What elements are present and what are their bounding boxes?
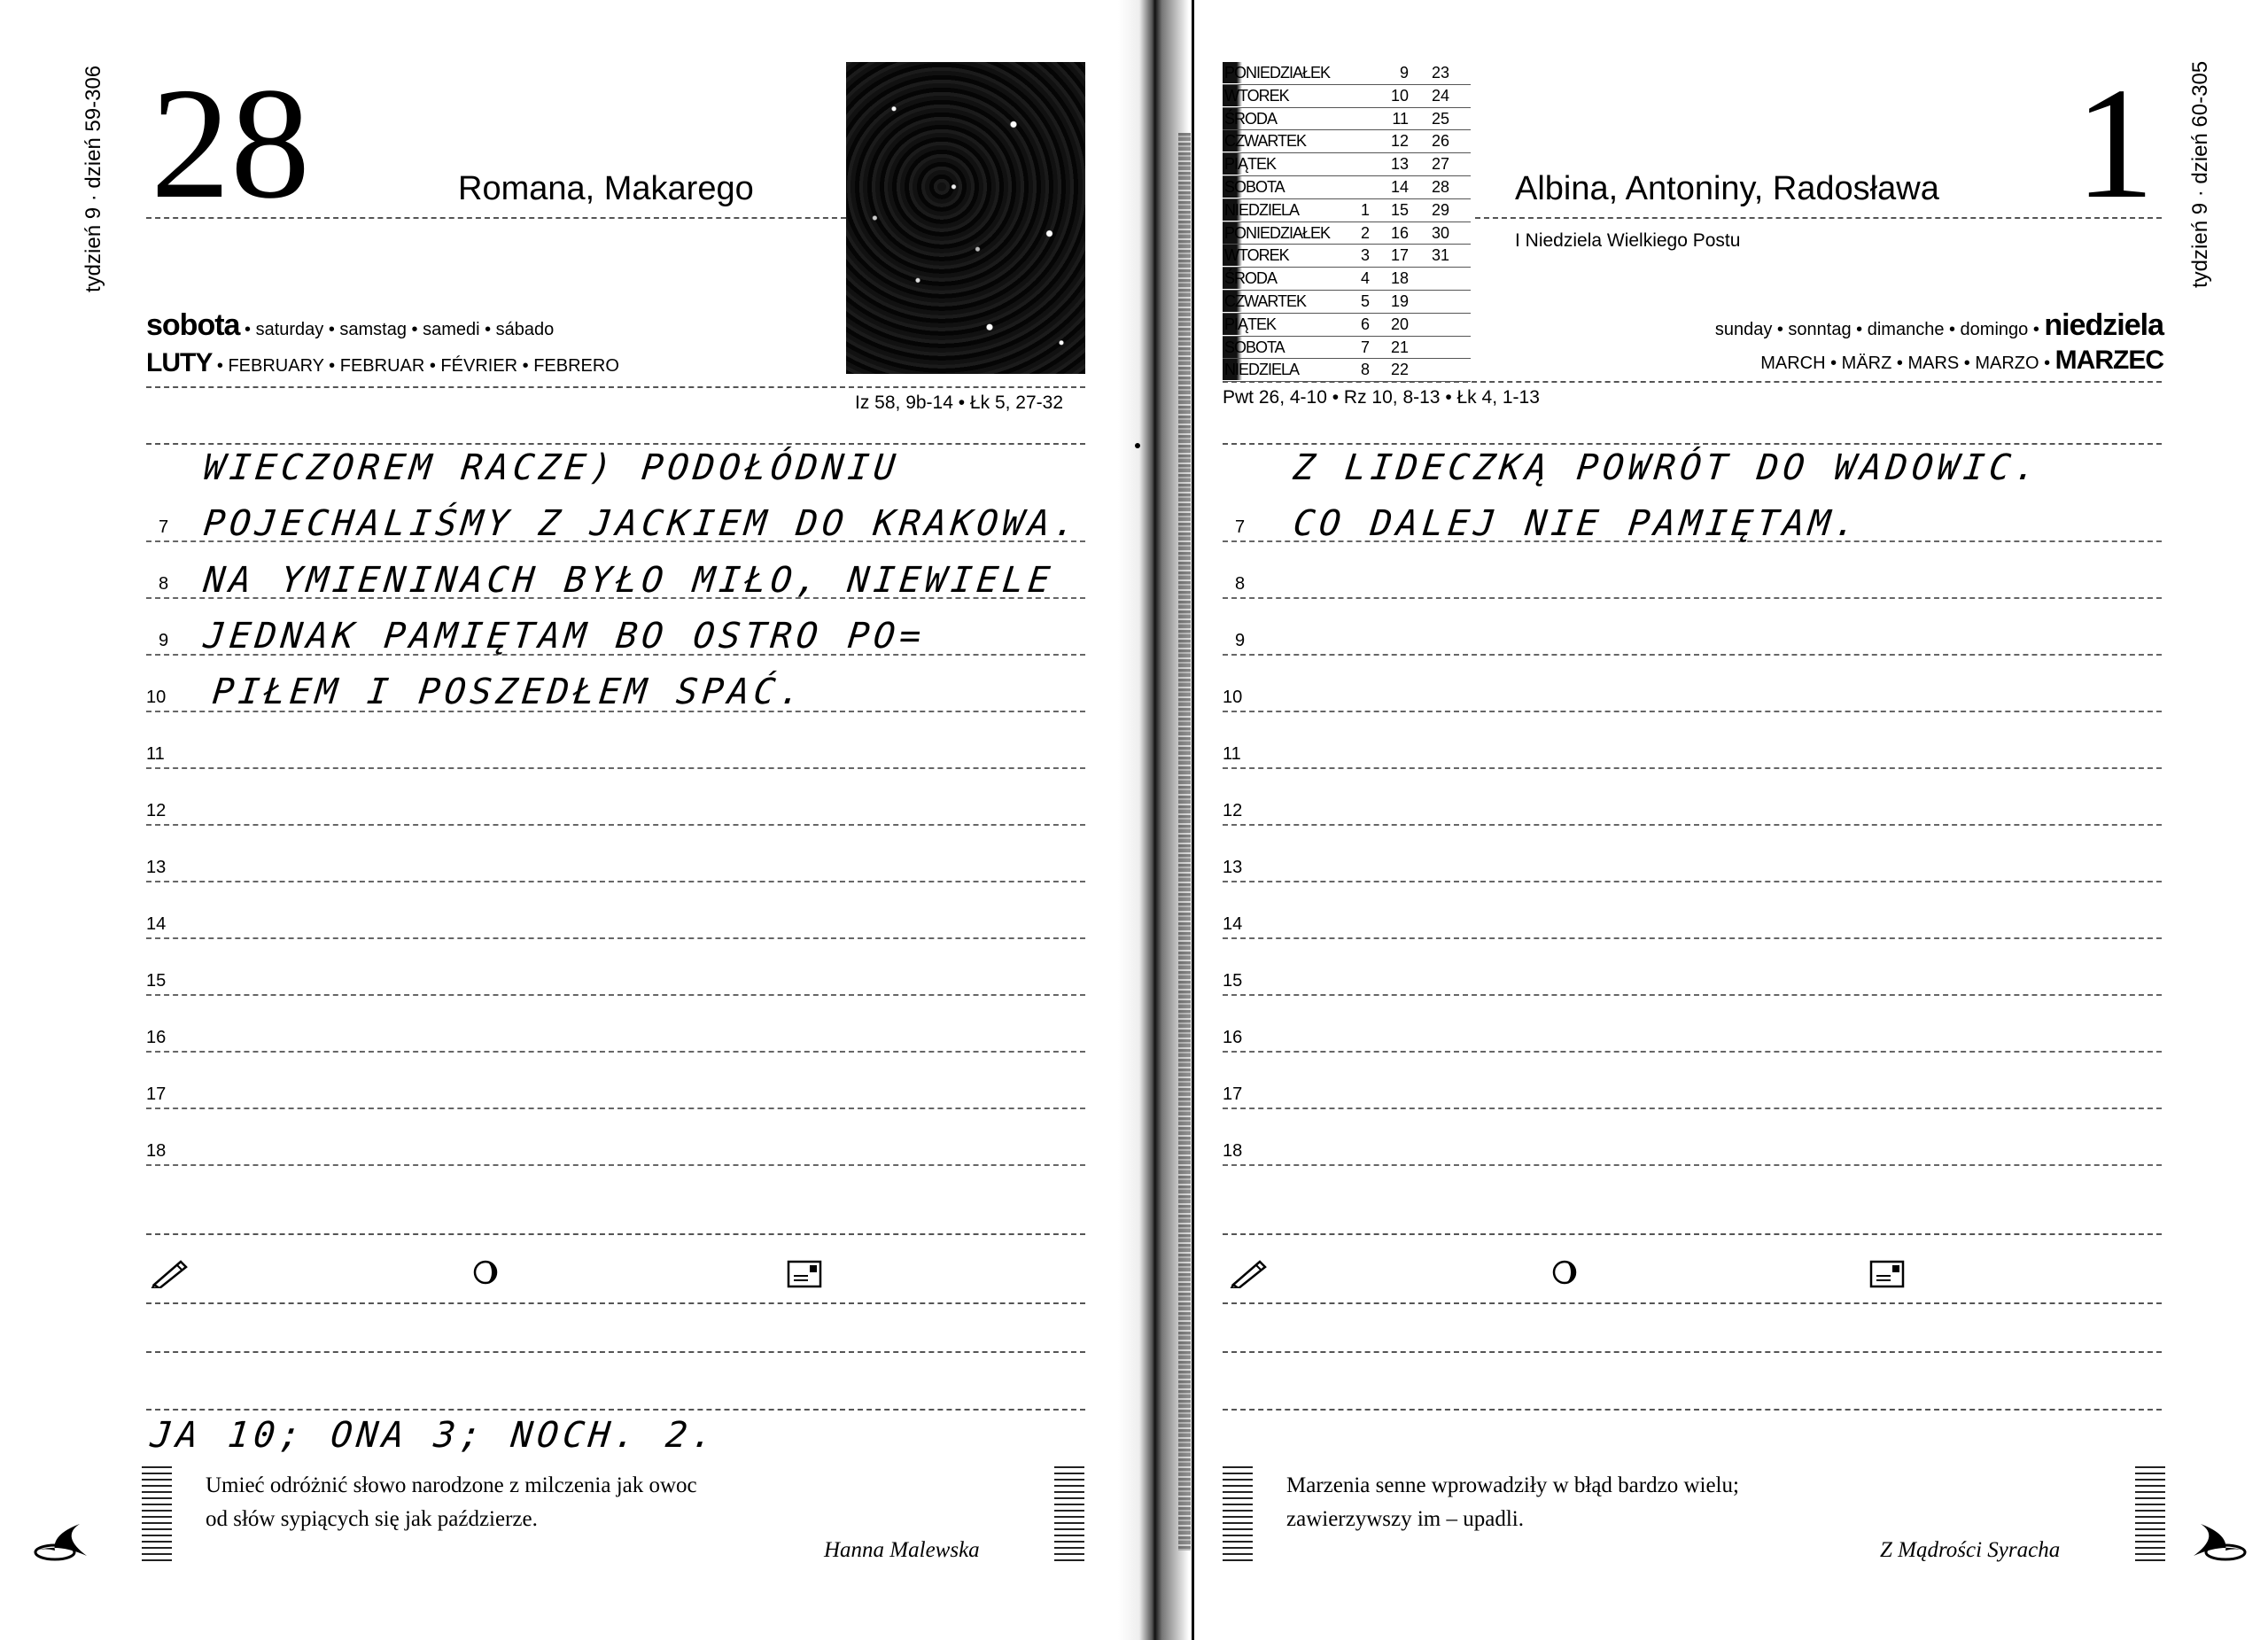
left-weekday-translations: • saturday • samstag • samedi • sábado <box>239 320 555 339</box>
mini-calendar-day: CZWARTEK <box>1223 291 1348 312</box>
mini-calendar <box>1223 62 1471 382</box>
right-hour-label: 13 <box>1223 858 1243 877</box>
mini-calendar-date: 8 <box>1360 361 1370 379</box>
left-handwriting-line-5: PIŁEM I POSZEDŁEM SPAĆ. <box>210 672 808 712</box>
right-quote-hatch-left <box>1223 1466 1253 1564</box>
left-handwriting-line-4: JEDNAK PAMIĘTAM BO OSTRO PO= <box>201 616 928 657</box>
left-side-label: tydzień 9 · dzień 59-306 <box>82 65 105 292</box>
mini-calendar-day: NIEDZIELA <box>1223 199 1348 221</box>
left-handwriting-line-2: POJECHALIŚMY Z JACKIEM DO KRAKOWA. <box>201 503 1083 544</box>
right-handwriting-line-1: Z LIDECZKĄ POWRÓT DO WADOWIC. <box>1291 447 2043 488</box>
left-quote-author: Hanna Malewska <box>824 1538 980 1562</box>
left-name-days: Romana, Makarego <box>458 170 754 207</box>
right-hour-line <box>1223 881 2162 882</box>
mini-calendar-date: 31 <box>1431 246 1449 265</box>
left-hour-label: 13 <box>146 858 167 877</box>
mini-calendar-row <box>1223 153 1471 176</box>
mini-calendar-day: PONIEDZIAŁEK <box>1223 222 1348 244</box>
mini-calendar-day: WTOREK <box>1223 245 1348 266</box>
right-hour-label: 10 <box>1223 688 1243 707</box>
mini-calendar-day: SOBOTA <box>1223 337 1348 358</box>
mini-calendar-row <box>1223 268 1471 291</box>
right-notes-rule-3 <box>1223 1351 2162 1353</box>
right-hour-line <box>1223 824 2162 826</box>
right-quote-line-2: zawierzywszy im – upadli. <box>1286 1507 1524 1531</box>
mini-calendar-date: 29 <box>1431 200 1449 219</box>
mini-calendar-date: 26 <box>1431 132 1449 151</box>
mini-calendar-date: 21 <box>1390 338 1409 356</box>
right-month-rule <box>1223 381 2162 383</box>
right-hour-line <box>1223 1164 2162 1166</box>
mini-calendar-row <box>1223 291 1471 314</box>
left-hour-label: 8 <box>159 574 169 594</box>
mini-calendar-day: WTOREK <box>1223 85 1348 106</box>
left-hour-label: 17 <box>146 1084 167 1104</box>
right-quote-line-1: Marzenia senne wprowadziły w błąd bardzo wielu; <box>1286 1473 1739 1497</box>
right-hour-label: 8 <box>1235 574 1246 594</box>
mini-calendar-row <box>1223 222 1471 245</box>
mini-calendar-row <box>1223 108 1471 131</box>
right-hour-line <box>1223 711 2162 712</box>
mini-calendar-date: 10 <box>1390 86 1409 105</box>
right-day-number: 1 <box>2075 55 2155 231</box>
mini-calendar-day: PONIEDZIAŁEK <box>1223 62 1348 83</box>
left-hour-label: 12 <box>146 801 167 820</box>
mini-calendar-date: 27 <box>1431 155 1449 174</box>
mini-calendar-day: CZWARTEK <box>1223 130 1348 152</box>
mini-calendar-day: NIEDZIELA <box>1223 359 1348 380</box>
left-bottom-note: JA 10; ONA 3; NOCH. 2. <box>148 1415 720 1456</box>
left-handwriting-line-3: NA YMIENINACH BYŁO MIŁO, NIEWIELE <box>201 560 1057 601</box>
right-hour-label: 17 <box>1223 1084 1243 1104</box>
mini-calendar-date: 22 <box>1390 361 1409 379</box>
mini-calendar-date: 19 <box>1390 291 1409 310</box>
mini-calendar-row <box>1223 337 1471 360</box>
left-hour-label: 9 <box>159 631 169 650</box>
mini-calendar-date: 1 <box>1360 200 1370 219</box>
right-month-translations: MARCH • MÄRZ • MARS • MARZO • <box>1760 354 2055 373</box>
left-hour-label: 18 <box>146 1141 167 1161</box>
mini-calendar-day: ŚRODA <box>1223 108 1348 129</box>
right-hour-label: 16 <box>1223 1028 1243 1047</box>
mini-calendar-date: 6 <box>1360 315 1370 333</box>
mini-calendar-day: ŚRODA <box>1223 268 1348 289</box>
left-quote-line-1: Umieć odróżnić słowo narodzone z milczenia jak owoc <box>206 1473 697 1497</box>
right-quote-hatch-right <box>2135 1466 2165 1564</box>
left-month-translations: • FEBRUARY • FEBRUAR • FÉVRIER • FEBRERO <box>212 356 619 376</box>
right-weekday: niedziela <box>2044 308 2163 342</box>
right-hour-line <box>1223 937 2162 939</box>
right-handwriting-line-2: CO DALEJ NIE PAMIĘTAM. <box>1291 503 1863 544</box>
mini-calendar-date: 23 <box>1431 64 1449 82</box>
right-hour-label: 14 <box>1223 914 1243 934</box>
right-quote <box>1286 1469 2119 1536</box>
left-quote-line-2: od słów sypiących się jak paździerze. <box>206 1507 538 1531</box>
mini-calendar-row <box>1223 314 1471 337</box>
mini-calendar-date: 11 <box>1392 109 1409 128</box>
right-hour-label: 12 <box>1223 801 1243 820</box>
left-hour-label: 15 <box>146 971 167 991</box>
mini-calendar-date: 20 <box>1390 315 1409 333</box>
mini-calendar-date: 18 <box>1390 269 1409 288</box>
mini-calendar-date: 4 <box>1360 269 1370 288</box>
right-hour-line <box>1223 767 2162 769</box>
right-notes-rule-4 <box>1223 1409 2162 1411</box>
right-top-rule <box>1223 443 2162 445</box>
right-side-label: tydzień 9 · dzień 60-305 <box>2188 60 2212 288</box>
mini-calendar-row <box>1223 359 1471 382</box>
right-hour-label: 9 <box>1235 631 1246 650</box>
mini-calendar-date: 7 <box>1360 338 1370 356</box>
right-readings: Pwt 26, 4-10 • Rz 10, 8-13 • Łk 4, 1-13 <box>1223 387 1540 408</box>
mini-calendar-row <box>1223 176 1471 199</box>
mini-calendar-date: 3 <box>1360 246 1370 265</box>
right-hour-line <box>1223 1051 2162 1053</box>
right-weekday-line <box>1715 308 2163 343</box>
left-hour-label: 16 <box>146 1028 167 1047</box>
mini-calendar-date: 17 <box>1390 246 1409 265</box>
mini-calendar-date: 16 <box>1390 223 1409 242</box>
mini-calendar-row <box>1223 245 1471 268</box>
envelope-icon <box>1869 1260 1905 1288</box>
moon-phase-icon <box>1550 1258 1579 1286</box>
left-readings: Iz 58, 9b-14 • Łk 5, 27-32 <box>855 393 1063 413</box>
right-hour-label: 7 <box>1235 517 1246 537</box>
right-header-rule <box>1475 217 2162 219</box>
mini-calendar-day: PIĄTEK <box>1223 153 1348 175</box>
mini-calendar-row <box>1223 199 1471 222</box>
right-hour-line <box>1223 597 2162 599</box>
left-day-number: 28 <box>151 55 310 231</box>
mini-calendar-day: PIĄTEK <box>1223 314 1348 335</box>
mini-calendar-date: 2 <box>1360 223 1370 242</box>
mini-calendar-date: 9 <box>1399 64 1409 82</box>
mini-calendar-date: 15 <box>1390 200 1409 219</box>
mini-calendar-date: 28 <box>1431 177 1449 196</box>
right-hour-label: 11 <box>1223 744 1241 764</box>
pencil-icon <box>1230 1256 1269 1288</box>
logo-icon <box>2188 1520 2252 1563</box>
mini-calendar-row <box>1223 130 1471 153</box>
left-month: LUTY <box>146 348 213 377</box>
right-quote-author: Z Mądrości Syracha <box>1880 1538 2061 1562</box>
mini-calendar-date: 14 <box>1390 177 1409 196</box>
right-notes-rule-1 <box>1223 1233 2162 1235</box>
mini-calendar-date: 13 <box>1390 155 1409 174</box>
left-hour-label: 11 <box>146 744 165 764</box>
right-name-days: Albina, Antoniny, Radosława <box>1515 170 1939 207</box>
right-hour-line <box>1223 994 2162 996</box>
mini-calendar-date: 30 <box>1431 223 1449 242</box>
right-holiday: I Niedziela Wielkiego Postu <box>1515 230 1741 251</box>
left-handwriting-line-1: WIECZOREM RACZE) PODOŁÓDNIU <box>201 447 902 488</box>
left-hour-label: 14 <box>146 914 167 934</box>
right-weekday-translations: sunday • sonntag • dimanche • domingo • <box>1714 320 2045 339</box>
right-notes-rule-2 <box>1223 1302 2162 1304</box>
left-hour-label: 10 <box>146 688 167 707</box>
mini-calendar-date: 5 <box>1360 291 1370 310</box>
mini-calendar-date: 25 <box>1431 109 1449 128</box>
mini-calendar-date: 12 <box>1390 132 1409 151</box>
mini-calendar-row <box>1223 85 1471 108</box>
right-hour-line <box>1223 1108 2162 1109</box>
mini-calendar-row <box>1223 62 1471 85</box>
left-hour-label: 7 <box>159 517 169 537</box>
mini-calendar-date: 24 <box>1431 86 1449 105</box>
right-hour-label: 15 <box>1223 971 1243 991</box>
right-hour-line <box>1223 654 2162 656</box>
right-month-line <box>1760 346 2163 376</box>
right-month: MARZEC <box>2054 346 2163 375</box>
mini-calendar-day: SOBOTA <box>1223 176 1348 198</box>
right-hour-label: 18 <box>1223 1141 1243 1161</box>
left-weekday: sobota <box>146 308 240 342</box>
